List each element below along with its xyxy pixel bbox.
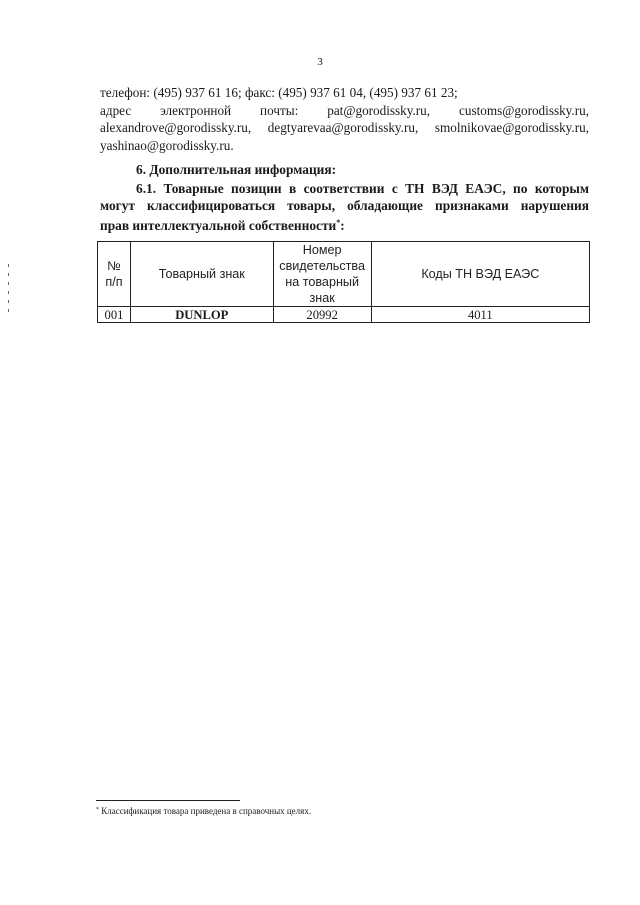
paragraph-line-3: [100, 214, 589, 234]
header-cert-line: свидетельства: [279, 259, 365, 273]
footnote-text: Классификация товара приведена в справочных целях.: [101, 806, 312, 816]
email-word: адрес: [100, 102, 132, 118]
phone-line: телефон: (495) 937 61 16; факс: (495) 937 61 04, (495) 937 61 23;: [100, 85, 458, 100]
email-line-2: alexandrove@gorodissky.ru, degtyarevaa@gorodissky.ru, smolnikovae@gorodissky.ru,: [100, 120, 589, 135]
email-address: pat@gorodissky.ru,: [327, 102, 431, 118]
paragraph-line-2: могут классифицироваться товары, обладающие признаками нарушения: [100, 198, 589, 213]
email-line-1: [100, 102, 589, 120]
header-num-line: п/п: [105, 275, 123, 289]
paragraph-line-3-text: прав интеллектуальной собственности: [100, 218, 337, 233]
cell-certificate: 20992: [273, 307, 371, 323]
footnote: [96, 806, 311, 816]
header-cert-line: знак: [309, 291, 335, 305]
header-num: [98, 242, 131, 307]
table-row: [98, 307, 590, 323]
page-number: 3: [317, 56, 323, 68]
email-word: почты:: [260, 102, 299, 118]
trademark-table: [97, 241, 590, 323]
footnote-divider: [96, 800, 240, 801]
footnote-mark: *: [96, 807, 99, 813]
margin-scan-marks: [7, 264, 10, 316]
header-num-line: №: [107, 259, 121, 273]
email-address: customs@gorodissky.ru,: [459, 102, 589, 118]
cell-trademark: DUNLOP: [130, 307, 273, 323]
cell-num: 001: [98, 307, 131, 323]
table-header-row: [98, 242, 590, 307]
header-cert-line: на товарный: [285, 275, 359, 289]
header-cert-line: Номер: [302, 243, 342, 257]
paragraph-colon: :: [340, 218, 345, 233]
email-word: электронной: [160, 102, 232, 118]
cell-codes: 4011: [371, 307, 589, 323]
section-paragraph: [100, 180, 589, 234]
section-heading: 6. Дополнительная информация:: [136, 162, 337, 177]
paragraph-line-1: 6.1. Товарные позиции в соответствии с ТН ВЭД ЕАЭС, по которым: [136, 181, 589, 196]
email-line-3: yashinao@gorodissky.ru.: [100, 137, 234, 153]
header-certificate: [273, 242, 371, 307]
header-codes: Коды ТН ВЭД ЕАЭС: [371, 242, 589, 307]
header-trademark: Товарный знак: [130, 242, 273, 307]
footnote-ref: *: [336, 218, 341, 227]
contacts-block: [100, 84, 589, 154]
